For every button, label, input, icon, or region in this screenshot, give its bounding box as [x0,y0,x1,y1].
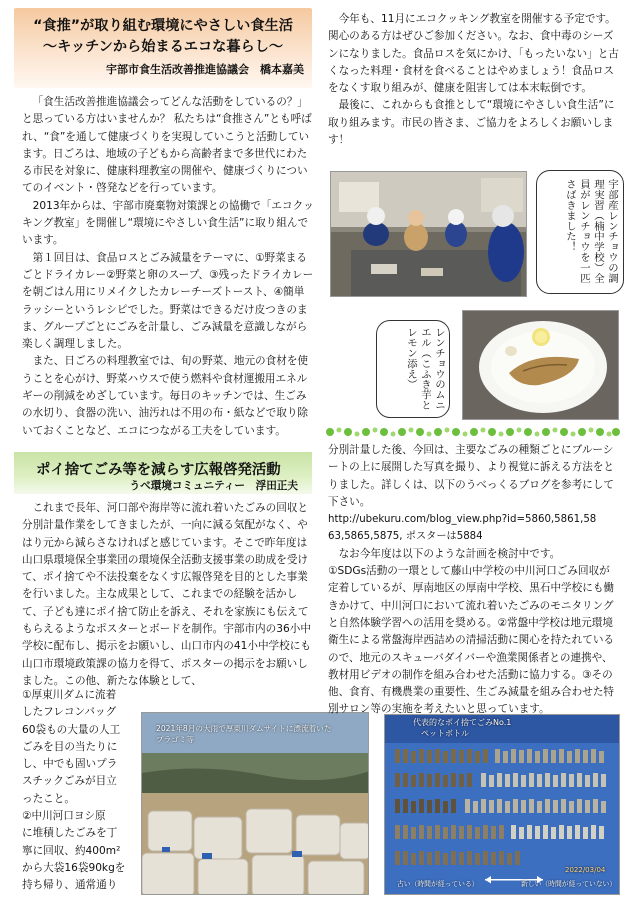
munier-dish-illustration [463,311,619,420]
article2-byline: うべ環境コミュニティー 浮田正夫 [129,480,298,492]
article1-header [14,8,312,88]
article2-paragraph: これまで長年、河口部や海岸等に流れ着いたごみの回収と分別計量作業をしてきましたが、一向に減る気配がなく、やはり元から減らさなければと感じています。そこで昨年度は山口県環境保全事業団の環境保全活動支援事業の助成を受けて、ポイ捨てや不法投棄をなくす広報啓発を目的とした事業を行いました。主な成果として、これまでの経験を活かして、子ども達にポイ捨て防止を訴え、それを家族にも伝えてもらえるようなポスターとボードを制作。宇部市内の36小中学校に配布し、掲示をお願いし、山口市内の41小中学校にも山口市環境政策課の協力を得て、ポスターの掲示をお願いしました。この他、新たな体験として、 [22,502,311,687]
article1-title-line1: “食推”が取り組む環境にやさしい食生活 [33,18,293,34]
wrap-line: ②中川河口ヨシ原 [22,810,106,823]
pet-bottles-old-label: 古い（時間が経っている） [397,880,479,888]
article2-col2-text2: なお今年度は以下のような計画を検討中です。 [338,547,561,560]
article1-paragraph: 2013年からは、宇部市廃棄物対策課との協働で「エコクッキング教室」を開催し“環境にやさしい食生活”に取り組んでいます。 [22,199,314,247]
article2-body [22,500,314,690]
dam-bags-photo [141,712,369,895]
wrap-line: 持ち帰り、通常通り [22,879,118,892]
cooking-class-caption: 宇部産レンチョウの調理実習（楠中学校）全員がレンチョウを一匹さばきました！ [536,170,624,294]
pet-bottles-photo [384,714,620,895]
wrap-line: ったこと。 [22,792,75,805]
dam-bags-photo-label: 2021年8月の大雨で厚東川ダムサイトに漂流着いたプラゴミ等 [156,724,332,744]
wrap-line: に堆積したごみを丁 [22,827,118,840]
article1-col2-body [328,11,620,149]
cooking-class-photo [330,171,527,297]
article1-body [22,94,314,440]
article2-title: ポイ捨てごみ等を減らす広報啓発活動 [36,462,281,478]
article2-col2-body [328,442,620,719]
clover-border-icon [322,424,622,440]
article1-paragraph: 「食生活改善推進協議会ってどんな活動をしているの？」と思っている方はいませんか？ 私たちは“食推さん”とも呼ばれ、“食”を通して健康づくりを実現していこうと活動しています。日ごろは、地域の子どもから高齢者まで多世代にわたる市民を対象に、健康料理教室の開催や、健康づくりについてのイベント・啓発などを行っています。 [22,96,312,195]
munier-dish-caption: レンチョウのムニエル（こふき芋とレモン添え） [376,320,450,418]
clover-divider [322,424,622,440]
blog-url-line2[interactable]: 63,5865,5875, ポスターは5884 [328,531,483,543]
munier-dish-photo [462,310,619,420]
article1-col2-paragraph: 最後に、これからも食推として“環境にやさしい食生活”に取り組みます。市民の皆さま、ご協力をよろしくお願いします！ [328,99,615,147]
wrap-line: 60袋もの大量の人工 [22,723,121,736]
pet-bottles-new-label: 新しい（時間が経っていない） [521,880,617,888]
wrap-line: から大袋16袋90kgを [22,861,126,874]
blog-url-line1[interactable]: http://ubekuru.com/blog_view.php?id=5860,5861,58 [328,514,597,526]
article1-paragraph: また、日ごろの料理教室では、旬の野菜、地元の食材を使うことを心がけ、野菜ハウスで使う燃料や食材運搬用エネルギーの削減をめざしています。毎日のキッチンでは、生ごみの水切り、食器の洗い、油汚れは不用の布・紙などで取り除いておくことなど、エコにつながる工夫をしています。 [22,355,309,437]
cooking-class-illustration [331,172,527,297]
pet-bottles-label-sub: ペットボトル [421,729,469,738]
wrap-line: ①厚東川ダムに流着 [22,689,117,701]
wrap-line: 寧に回収、約400m² [22,844,121,857]
article1-byline: 宇部市食生活改善推進協議会 橋本嘉美 [106,63,304,76]
pet-bottles-date: 2022/03/04 [565,866,606,874]
article2-col2-text3: ①SDGs活動の一環として藤山中学校の中川河口ごみ回収が定着しているが、厚南地区の厚南中学校、黒石中学校にも働きかけて、中川河口において流れ着いたごみのモニタリングと自然体験学習への活用を奨める。②常盤中学校は地元環境衛生による常盤海岸西詰めの清掃活動に関心を持たれているので、地元のスキューバダイバーや漁業関係者との連携や、教材用ビデオの制作を組み合わせた活動に協力する。③その他、食育、有機農業の重要性、生ごみ減量を組み合わせた特別サロン等の実施を考えたいと思っています。 [328,565,615,716]
article1-col2-paragraph: 今年も、11月にエコクッキング教室を開催する予定です。関心のある方はぜひご参加ください。なお、食中毒のシーズンになりました。食品ロスを気にかけ、「もったいない」と古くなった料理・食材を食べることはやめましょう！食品ロスをなくす取り組みが、健康を阻害しては本末転倒です。 [328,13,619,95]
wrap-line: したフレコンバッグ [22,706,117,719]
article1-title-line2: ～キッチンから始まるエコな暮らし～ [42,39,284,55]
wrap-line: スチックごみが目立 [22,775,117,788]
article2-wrap-text [22,687,134,895]
wrap-line: し、中でも固いプラ [22,758,118,771]
pet-bottles-label-title: 代表的なポイ捨てごみNo.1 [413,718,512,727]
article2-col2-text1: 分別計量した後、今回は、主要なごみの種類ごとにブルーシートの上に展開した写真を撮り、より視覚に訴える方法をとりました。詳しくは、以下のうべっくるブログを参考にして下さい。 [328,444,615,508]
wrap-line: ごみを目の当たりに [22,740,118,753]
article1-paragraph: 第１回目は、食品ロスとごみ減量をテーマに、①野菜まるごとドライカレー②野菜と卵のスープ、③残ったドライカレーを朝ごはん用にリメイクしたカレーチーズトースト、④簡単ラッシーというレシピでした。野菜はできるだけ皮つきのまま、グループごとにごみを計量し、ごみ減量を意識しながら楽しく調理しました。 [22,251,314,351]
